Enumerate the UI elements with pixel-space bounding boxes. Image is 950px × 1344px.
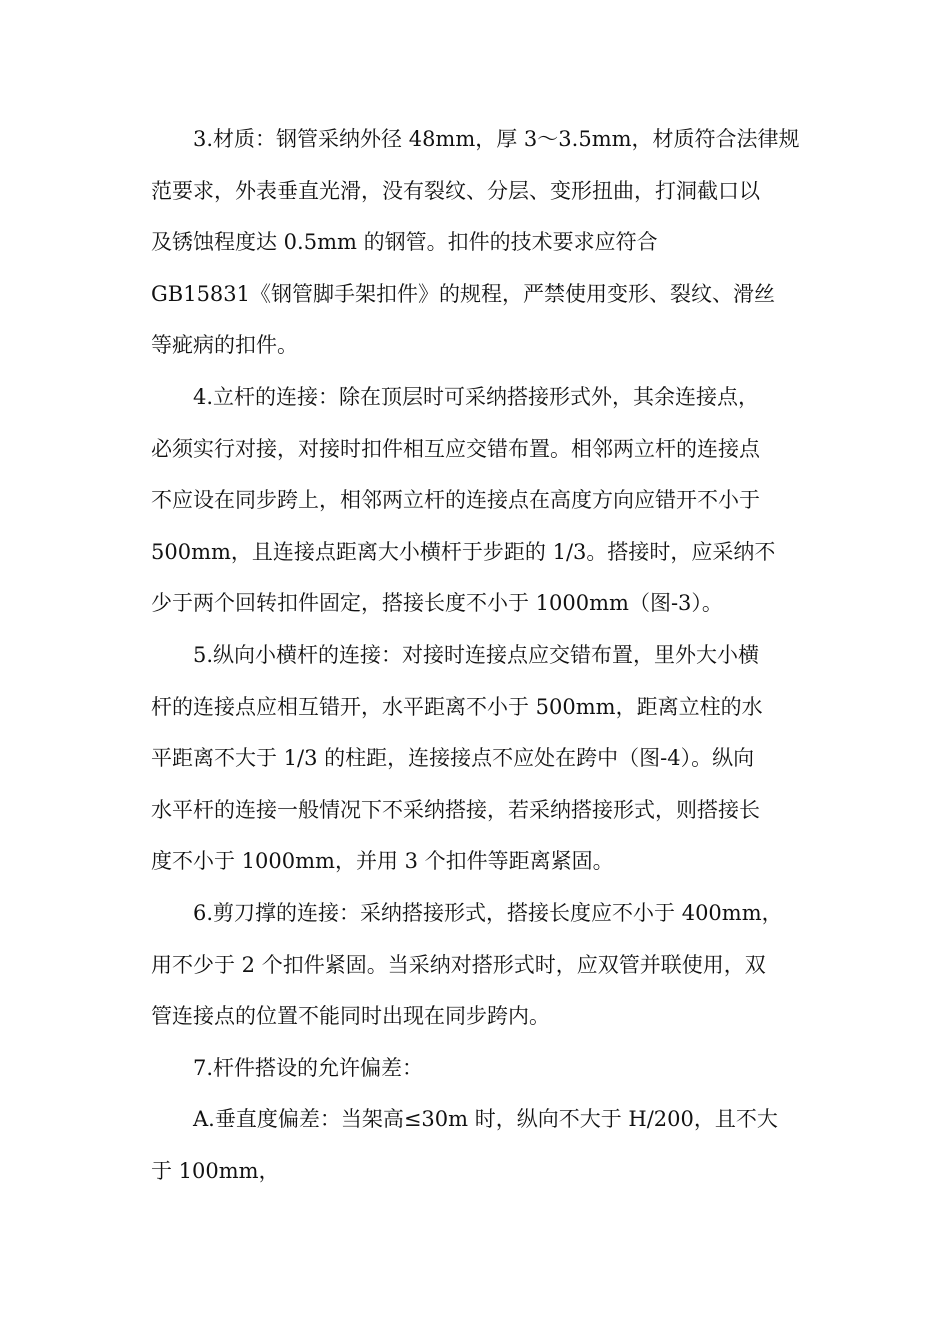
text-line: 于 100mm，	[151, 1158, 280, 1183]
text-line: 用不少于 2 个扣件紧固。当采纳对搭形式时，应双管并联使用，双	[151, 952, 766, 977]
paragraph-crossbar-connection	[151, 630, 803, 888]
text-line: 不应设在同步跨上，相邻两立杆的连接点在高度方向应错开不小于	[151, 488, 760, 513]
text-line: 7.杆件搭设的允许偏差：	[193, 1055, 424, 1080]
text-line: 水平杆的连接一般情况下不采纳搭接，若采纳搭接形式，则搭接长	[151, 797, 760, 822]
paragraph-material	[151, 114, 803, 372]
text-line: 等疵病的扣件。	[151, 333, 298, 358]
text-line: 必须实行对接，对接时扣件相互应交错布置。相邻两立杆的连接点	[151, 436, 760, 461]
text-line: 500mm，且连接点距离大小横杆于步距的 1/3。搭接时，应采纳不	[151, 539, 776, 564]
text-line: 3.材质：钢管采纳外径 48mm，厚 3～3.5mm，材质符合法律规	[193, 127, 800, 151]
text-line: A.垂直度偏差：当架高≤30m 时，纵向不大于 H/200，且不大	[193, 1107, 778, 1132]
paragraph-upright-connection	[151, 372, 803, 630]
paragraph-scissor-brace	[151, 888, 803, 1043]
document-body	[151, 114, 803, 1197]
paragraph-verticality	[151, 1094, 803, 1197]
text-line: 平距离不大于 1/3 的柱距，连接接点不应处在跨中（图-4）。纵向	[151, 746, 755, 771]
text-line: GB15831《钢管脚手架扣件》的规程，严禁使用变形、裂纹、滑丝	[151, 281, 776, 306]
text-line: 度不小于 1000mm，并用 3 个扣件等距离紧固。	[151, 849, 614, 874]
text-line: 管连接点的位置不能同时出现在同步跨内。	[151, 1004, 550, 1029]
text-line: 及锈蚀程度达 0.5mm 的钢管。扣件的技术要求应符合	[151, 230, 658, 255]
paragraph-tolerance-heading	[151, 1043, 803, 1095]
text-line: 范要求，外表垂直光滑，没有裂纹、分层、变形扭曲，打洞截口以	[151, 178, 760, 203]
text-line: 杆的连接点应相互错开，水平距离不小于 500mm，距离立柱的水	[151, 694, 763, 719]
text-line: 6.剪刀撑的连接：采纳搭接形式，搭接长度应不小于 400mm，	[193, 900, 783, 925]
text-line: 4.立杆的连接：除在顶层时可采纳搭接形式外，其余连接点，	[193, 384, 760, 409]
text-line: 少于两个回转扣件固定，搭接长度不小于 1000mm（图-3）。	[151, 591, 723, 616]
text-line: 5.纵向小横杆的连接：对接时连接点应交错布置，里外大小横	[193, 642, 760, 667]
